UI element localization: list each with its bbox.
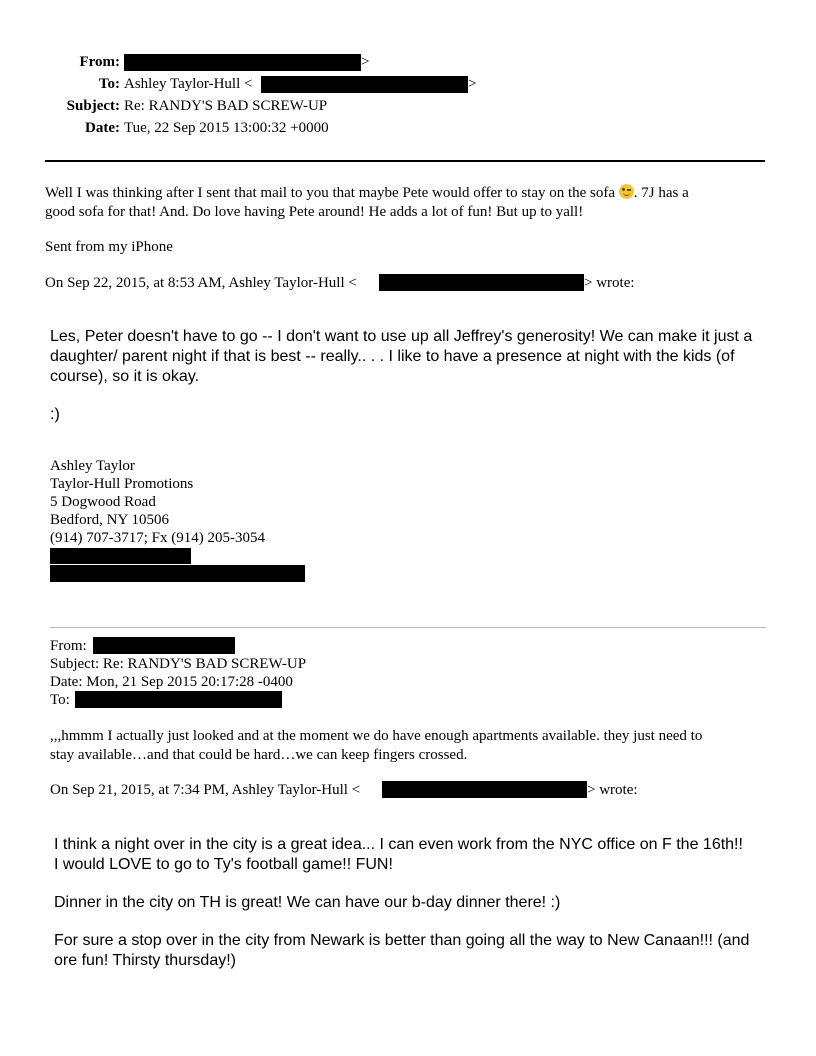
reply-line-1 <box>45 184 689 203</box>
sig-name: Ashley Taylor <box>50 458 135 474</box>
quote-intro-2: On Sep 21, 2015, at 7:34 PM, Ashley Taylor-Hull < <box>50 782 361 798</box>
quoted1-line-3: course), so it is okay. <box>50 368 200 385</box>
quoted1-line-1: Les, Peter doesn't have to go -- I don't want to use up all Jeffrey's generosity! We can make it just a <box>50 328 753 345</box>
quoted2-line-3: Dinner in the city on TH is great! We can have our b-day dinner there! :) <box>54 894 561 911</box>
sig-company: Taylor-Hull Promotions <box>50 476 194 492</box>
fwd-body-line-2: stay available…and that could be hard…we can keep fingers crossed. <box>50 747 468 763</box>
quote-intro-1: On Sep 22, 2015, at 8:53 AM, Ashley Taylor-Hull < <box>45 275 357 291</box>
forward-divider <box>50 627 766 628</box>
reply-text-1a: Well I was thinking after I sent that mail to you that maybe Pete would offer to stay on the sofa <box>45 185 616 201</box>
fwd-subject: Subject: Re: RANDY'S BAD SCREW-UP <box>50 656 307 672</box>
header-divider <box>45 160 765 162</box>
sig-street: 5 Dogwood Road <box>50 494 156 510</box>
quote-intro-1-suffix: > wrote: <box>584 275 635 291</box>
subject-label: Subject: <box>66 98 120 114</box>
sig-city: Bedford, NY 10506 <box>50 512 170 528</box>
to-suffix: > <box>468 76 477 92</box>
sig-phone: (914) 707-3717; Fx (914) 205-3054 <box>50 530 265 546</box>
fwd-from-label: From: <box>50 638 87 654</box>
subject-value: Re: RANDY'S BAD SCREW-UP <box>124 98 328 114</box>
from-suffix: > <box>361 54 370 70</box>
redacted-quote-address-1 <box>379 274 584 291</box>
fwd-to-label: To: <box>50 692 70 708</box>
quoted2-line-2: I would LOVE to go to Ty's football game!! FUN! <box>54 856 393 873</box>
sent-from-signature: Sent from my iPhone <box>45 239 173 255</box>
quote-intro-2-suffix: > wrote: <box>587 782 638 798</box>
quoted2-line-1: I think a night over in the city is a great idea... I can even work from the NYC office on F the 16th!! <box>54 836 743 853</box>
reply-line-2: good sofa for that! And. Do love having Pete around! He adds a lot of fun! But up to yall! <box>45 204 584 220</box>
quoted2-line-4: For sure a stop over in the city from Newark is better than going all the way to New Canaan!!! (and <box>54 932 750 949</box>
quoted1-smiley: :) <box>50 406 60 423</box>
redacted-to-address <box>261 76 468 93</box>
reply-text-1b: . 7J has a <box>633 185 689 201</box>
from-label: From: <box>79 54 120 70</box>
to-label: To: <box>98 76 120 92</box>
redacted-sig-email <box>50 548 191 564</box>
fwd-date: Date: Mon, 21 Sep 2015 20:17:28 -0400 <box>50 674 293 690</box>
winking-face-icon <box>619 184 634 199</box>
to-name: Ashley Taylor-Hull < <box>124 76 253 92</box>
redacted-sig-web <box>50 565 305 582</box>
fwd-body-line-1: ,,,hmmm I actually just looked and at the moment we do have enough apartments available. they just need to <box>50 728 703 744</box>
redacted-fwd-to <box>75 691 282 708</box>
quoted1-line-2: daughter/ parent night if that is best -- really.. . . I like to have a presence at night with the kids (of <box>50 348 735 365</box>
redacted-from-address <box>124 54 361 71</box>
redacted-fwd-from <box>93 637 235 654</box>
date-label: Date: <box>85 120 120 136</box>
redacted-quote-address-2 <box>382 781 587 798</box>
quoted2-line-5: ore fun! Thirsty thursday!) <box>54 952 236 969</box>
date-value: Tue, 22 Sep 2015 13:00:32 +0000 <box>124 120 329 136</box>
